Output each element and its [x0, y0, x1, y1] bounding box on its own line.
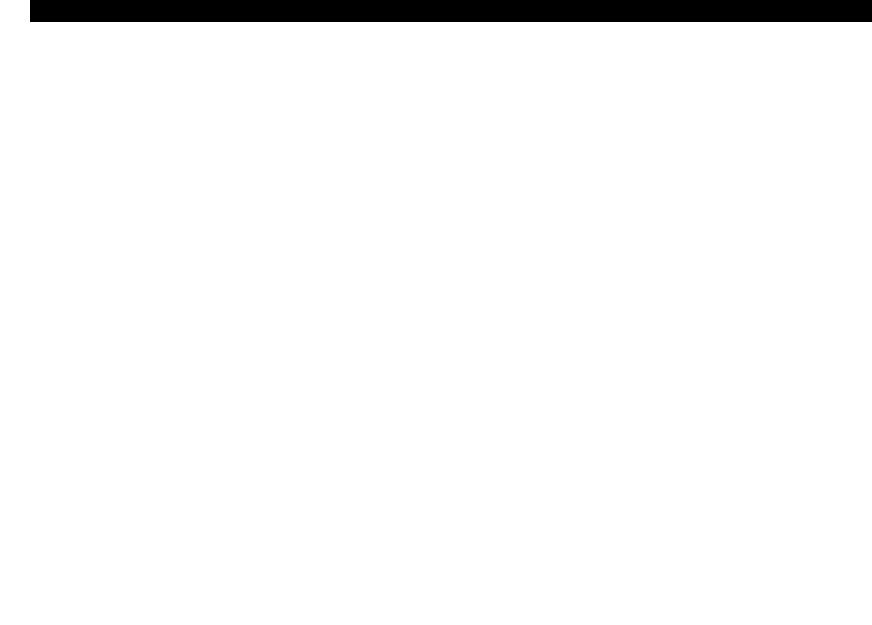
- standings-title: [30, 0, 872, 22]
